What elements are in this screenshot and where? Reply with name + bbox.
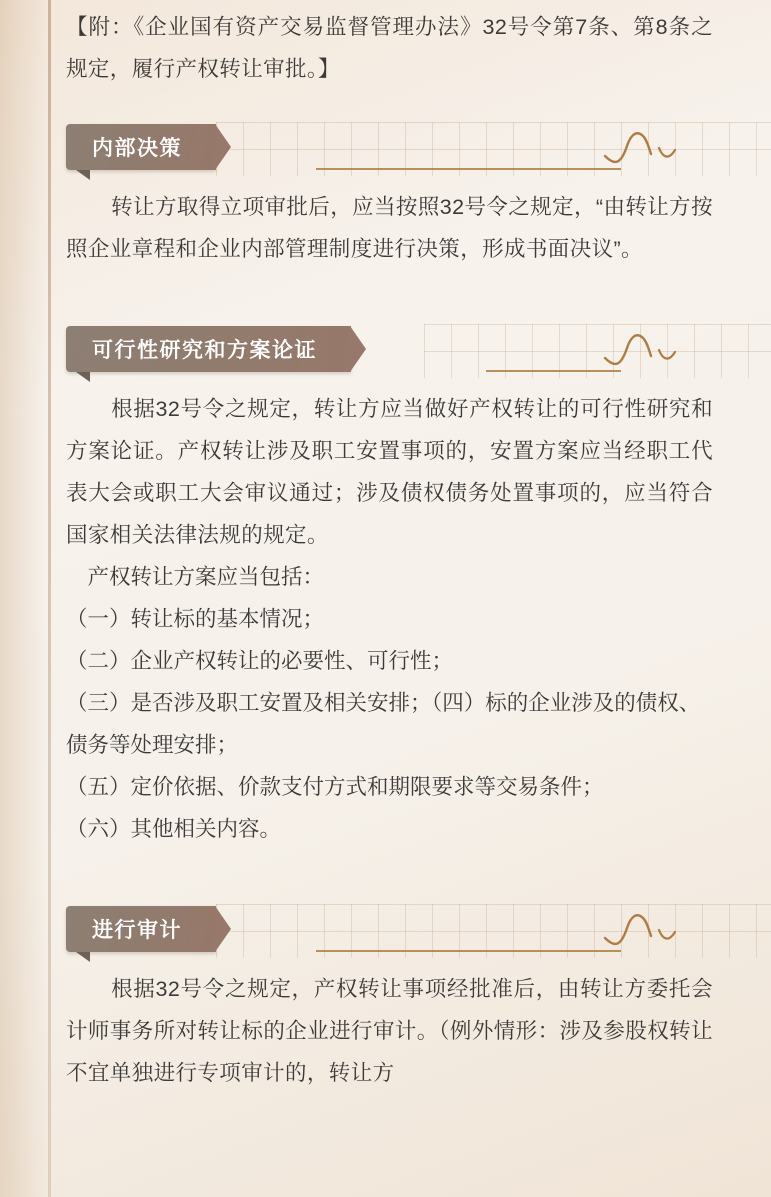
spacer: [66, 270, 713, 292]
paragraph: 根据32号令之规定，转让方应当做好产权转让的可行性研究和方案论证。产权转让涉及职工安置事项的，安置方案应当经职工代表大会或职工大会审议通过；涉及债权债务处置事项的，应当符合国家相关法律法规的规定。: [66, 397, 713, 547]
section-body-internal-decision: [66, 186, 713, 270]
intro-block: [66, 0, 713, 90]
intro-paragraph: 【附：《企业国有资产交易监督管理办法》32号令第7条、第8条之规定，履行产权转让审批。】: [66, 15, 713, 81]
section-header-feasibility-study: [66, 322, 713, 380]
section-title-internal-decision: 内部决策: [66, 124, 216, 170]
section-header-internal-decision: [66, 120, 713, 178]
spacer: [66, 850, 713, 872]
paragraph: 产权转让方案应当包括：: [87, 565, 325, 589]
list-item: （六）其他相关内容。: [66, 817, 282, 841]
accent-underline: [316, 950, 621, 952]
list-item: （二）企业产权转让的必要性、可行性；: [66, 649, 454, 673]
paragraph: 根据32号令之规定，产权转让事项经批准后，由转让方委托会计师事务所对转让标的企业进行审计。（例外情形：涉及参股权转让不宜单独进行专项审计的，转让方: [66, 977, 713, 1085]
list-item: （三）是否涉及职工安置及相关安排；（四）标的企业涉及的债权、债务等处理安排；: [66, 691, 701, 757]
banner-tail: [76, 952, 90, 962]
banner-tail: [76, 372, 90, 382]
banner-tail: [76, 170, 90, 180]
section-body-feasibility-study: [66, 388, 713, 850]
list-item: （五）定价依据、价款支付方式和期限要求等交易条件；: [66, 775, 604, 799]
section-title-feasibility-study: 可行性研究和方案论证: [66, 326, 351, 372]
section-header-audit: [66, 902, 713, 960]
list-item: （一）转让标的基本情况；: [66, 607, 325, 631]
paragraph: 转让方取得立项审批后，应当按照32号令之规定，“由转让方按照企业章程和企业内部管理制度进行决策，形成书面决议”。: [66, 195, 713, 261]
accent-underline: [486, 370, 621, 372]
section-title-audit: 进行审计: [66, 906, 216, 952]
section-body-audit: [66, 968, 713, 1094]
accent-underline: [316, 168, 621, 170]
